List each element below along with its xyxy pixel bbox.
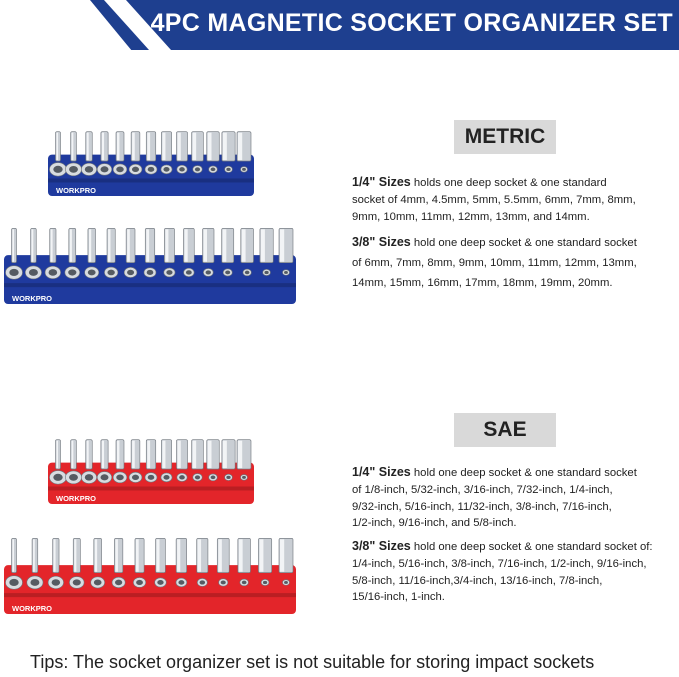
- standard-socket-bore: [157, 580, 163, 585]
- standard-socket-bore: [242, 476, 246, 479]
- metric-threeeighths-description: [352, 232, 637, 293]
- deep-socket-highlight: [223, 441, 227, 468]
- deep-socket: [86, 440, 93, 469]
- deep-socket-highlight: [32, 229, 34, 261]
- sae-quarter-rack: [46, 436, 256, 506]
- deep-socket-highlight: [87, 133, 89, 160]
- standard-socket-bore: [166, 270, 172, 275]
- deep-socket-highlight: [147, 441, 150, 468]
- deep-socket-highlight: [51, 229, 53, 261]
- standard-socket-bore: [186, 270, 192, 274]
- deep-socket: [50, 228, 56, 262]
- deep-socket-highlight: [259, 539, 263, 571]
- standard-socket-bore: [136, 580, 143, 585]
- deep-socket-highlight: [261, 229, 265, 261]
- standard-socket-bore: [85, 166, 93, 172]
- deep-socket-highlight: [157, 539, 160, 571]
- deep-socket-highlight: [162, 133, 165, 160]
- deep-socket-highlight: [198, 539, 201, 571]
- deep-socket-highlight: [72, 441, 74, 468]
- deep-socket-highlight: [239, 539, 243, 571]
- standard-socket-bore: [127, 270, 134, 275]
- standard-socket-bore: [179, 167, 185, 171]
- deep-socket-highlight: [223, 133, 227, 160]
- metric-quarter-line: 9mm, 10mm, 11mm, 12mm, 13mm, and 14mm.: [352, 210, 590, 223]
- rack-groove: [48, 486, 254, 490]
- deep-socket-highlight: [178, 133, 181, 160]
- sae-threeeighths-line: 15/16-inch, 1-inch.: [352, 591, 445, 604]
- standard-socket-bore: [179, 475, 185, 479]
- deep-socket: [86, 132, 93, 161]
- metric-threeeighths-line: of 6mm, 7mm, 8mm, 9mm, 10mm, 11mm, 12mm, 13mm,: [352, 257, 637, 269]
- deep-socket-highlight: [136, 539, 139, 571]
- tips-text: Tips: The socket organizer set is not suitable for storing impact sockets: [30, 652, 595, 672]
- deep-socket-highlight: [184, 229, 187, 261]
- deep-socket-highlight: [132, 133, 135, 160]
- deep-socket-highlight: [33, 539, 35, 571]
- deep-socket-highlight: [177, 539, 180, 571]
- deep-socket: [31, 228, 37, 262]
- standard-socket-bore: [147, 270, 154, 275]
- rack-brand-label: WORKPRO: [12, 294, 52, 303]
- standard-socket-bore: [284, 271, 288, 274]
- standard-socket-bore: [245, 271, 250, 275]
- metric-threeeighths-lead: 3/8" Sizes: [352, 235, 411, 249]
- deep-socket-highlight: [89, 229, 91, 261]
- deep-socket-highlight: [102, 133, 104, 160]
- standard-socket-bore: [9, 579, 18, 586]
- standard-socket-bore: [221, 580, 226, 584]
- standard-socket-bore: [85, 474, 93, 480]
- standard-socket-bore: [206, 270, 211, 274]
- deep-socket-highlight: [147, 133, 150, 160]
- rack-brand-label: WORKPRO: [56, 186, 96, 195]
- standard-socket-bore: [148, 475, 155, 480]
- rack-groove: [4, 593, 296, 597]
- sae-threeeighths-line: 1/4-inch, 5/16-inch, 3/8-inch, 7/16-inch, 1/2-inch, 9/16-inch,: [352, 557, 647, 570]
- deep-socket-highlight: [72, 133, 74, 160]
- metric-quarter-line: socket of 4mm, 4.5mm, 5mm, 5.5mm, 6mm, 7mm, 8mm,: [352, 193, 636, 206]
- standard-socket-bore: [73, 579, 81, 585]
- deep-socket-highlight: [87, 441, 89, 468]
- deep-socket-highlight: [218, 539, 222, 571]
- rack-groove: [48, 178, 254, 182]
- deep-socket: [71, 440, 77, 469]
- standard-socket-bore: [116, 474, 124, 480]
- sae-quarter-line: of 1/8-inch, 5/32-inch, 3/16-inch, 7/32-inch, 1/4-inch,: [352, 483, 613, 496]
- sae-quarter-line: hold one deep socket & one standard socket: [410, 467, 637, 479]
- sae-threeeighths-description: [352, 538, 653, 606]
- standard-socket-bore: [69, 166, 78, 173]
- deep-socket-highlight: [208, 441, 212, 468]
- standard-socket-bore: [242, 581, 247, 585]
- deep-socket-highlight: [242, 229, 246, 261]
- standard-socket-bore: [284, 581, 288, 584]
- standard-socket-bore: [195, 475, 200, 479]
- sae-threeeighths-line: hold one deep socket & one standard socket of:: [410, 541, 653, 553]
- deep-socket-highlight: [108, 229, 110, 261]
- metric-threeeighths-rack: [2, 224, 298, 306]
- rack-brand-label: WORKPRO: [56, 494, 96, 503]
- deep-socket-highlight: [223, 229, 227, 261]
- standard-socket-bore: [195, 167, 200, 171]
- deep-socket-highlight: [127, 229, 130, 261]
- deep-socket-highlight: [280, 229, 284, 261]
- standard-socket-bore: [163, 167, 169, 172]
- deep-socket-highlight: [57, 441, 59, 468]
- deep-socket-highlight: [117, 133, 119, 160]
- standard-socket-bore: [263, 581, 267, 584]
- deep-socket: [71, 132, 77, 161]
- deep-socket-highlight: [95, 539, 97, 571]
- standard-socket-bore: [88, 269, 96, 275]
- sae-quarter-lead: 1/4" Sizes: [352, 465, 411, 479]
- standard-socket-bore: [52, 579, 61, 585]
- sae-threeeighths-line: 5/8-inch, 11/16-inch,3/4-inch, 13/16-inch, 7/8-inch,: [352, 574, 603, 587]
- rack-brand-label: WORKPRO: [12, 604, 52, 613]
- sae-quarter-line: 1/2-inch, 9/16-inch, and 5/8-inch.: [352, 517, 517, 530]
- standard-socket-bore: [242, 168, 246, 171]
- sae-quarter-description: [352, 464, 637, 532]
- standard-socket-bore: [69, 474, 78, 481]
- deep-socket-highlight: [132, 441, 135, 468]
- deep-socket-highlight: [54, 539, 56, 571]
- standard-socket-bore: [101, 166, 109, 172]
- standard-socket-bore: [101, 474, 109, 480]
- sae-label: SAE: [454, 413, 556, 447]
- standard-socket-bore: [9, 269, 18, 276]
- deep-socket-highlight: [280, 539, 284, 571]
- standard-socket-bore: [107, 270, 114, 276]
- standard-socket-bore: [178, 580, 184, 585]
- standard-socket-bore: [30, 579, 39, 586]
- deep-socket: [32, 538, 38, 572]
- deep-socket-highlight: [13, 229, 15, 261]
- standard-socket-bore: [148, 167, 155, 172]
- metric-quarter-lead: 1/4" Sizes: [352, 175, 411, 189]
- deep-socket-highlight: [162, 441, 165, 468]
- standard-socket-bore: [116, 166, 124, 172]
- sae-threeeighths-rack: [2, 534, 298, 616]
- deep-socket-highlight: [193, 133, 197, 160]
- deep-socket-highlight: [208, 133, 212, 160]
- standard-socket-bore: [53, 474, 62, 481]
- deep-socket-highlight: [238, 441, 242, 468]
- standard-socket-bore: [94, 580, 102, 586]
- standard-socket-bore: [68, 269, 76, 275]
- standard-socket-bore: [115, 580, 122, 586]
- standard-socket-bore: [200, 580, 206, 584]
- deep-socket-highlight: [178, 441, 181, 468]
- rack-groove: [4, 283, 296, 287]
- deep-socket-highlight: [193, 441, 197, 468]
- deep-socket-highlight: [115, 539, 118, 571]
- deep-socket: [53, 538, 59, 572]
- deep-socket-highlight: [74, 539, 76, 571]
- standard-socket-bore: [132, 167, 139, 172]
- deep-socket-highlight: [57, 133, 59, 160]
- sae-threeeighths-lead: 3/8" Sizes: [352, 539, 411, 553]
- standard-socket-bore: [211, 168, 216, 172]
- standard-socket-bore: [211, 476, 216, 480]
- deep-socket-highlight: [70, 229, 72, 261]
- standard-socket-bore: [225, 271, 230, 275]
- metric-quarter-rack: [46, 128, 256, 198]
- metric-threeeighths-line: 14mm, 15mm, 16mm, 17mm, 18mm, 19mm, 20mm.: [352, 277, 613, 289]
- deep-socket-highlight: [165, 229, 168, 261]
- standard-socket-bore: [49, 269, 58, 276]
- standard-socket-bore: [226, 476, 230, 479]
- deep-socket-highlight: [146, 229, 149, 261]
- standard-socket-bore: [226, 168, 230, 171]
- metric-quarter-description: [352, 174, 636, 225]
- deep-socket-highlight: [238, 133, 242, 160]
- deep-socket-highlight: [13, 539, 15, 571]
- metric-quarter-line: holds one deep socket & one standard: [410, 177, 607, 189]
- deep-socket-highlight: [102, 441, 104, 468]
- standard-socket-bore: [132, 475, 139, 480]
- metric-threeeighths-line: hold one deep socket & one standard socket: [410, 237, 637, 249]
- standard-socket-bore: [29, 269, 38, 276]
- deep-socket-highlight: [204, 229, 207, 261]
- sae-quarter-line: 9/32-inch, 5/16-inch, 11/32-inch, 3/8-inch, 7/16-inch,: [352, 500, 612, 513]
- metric-label: METRIC: [454, 120, 556, 154]
- banner-title: 4PC MAGNETIC SOCKET ORGANIZER SET: [150, 9, 673, 37]
- standard-socket-bore: [53, 166, 62, 173]
- standard-socket-bore: [163, 475, 169, 480]
- standard-socket-bore: [264, 271, 268, 274]
- deep-socket-highlight: [117, 441, 119, 468]
